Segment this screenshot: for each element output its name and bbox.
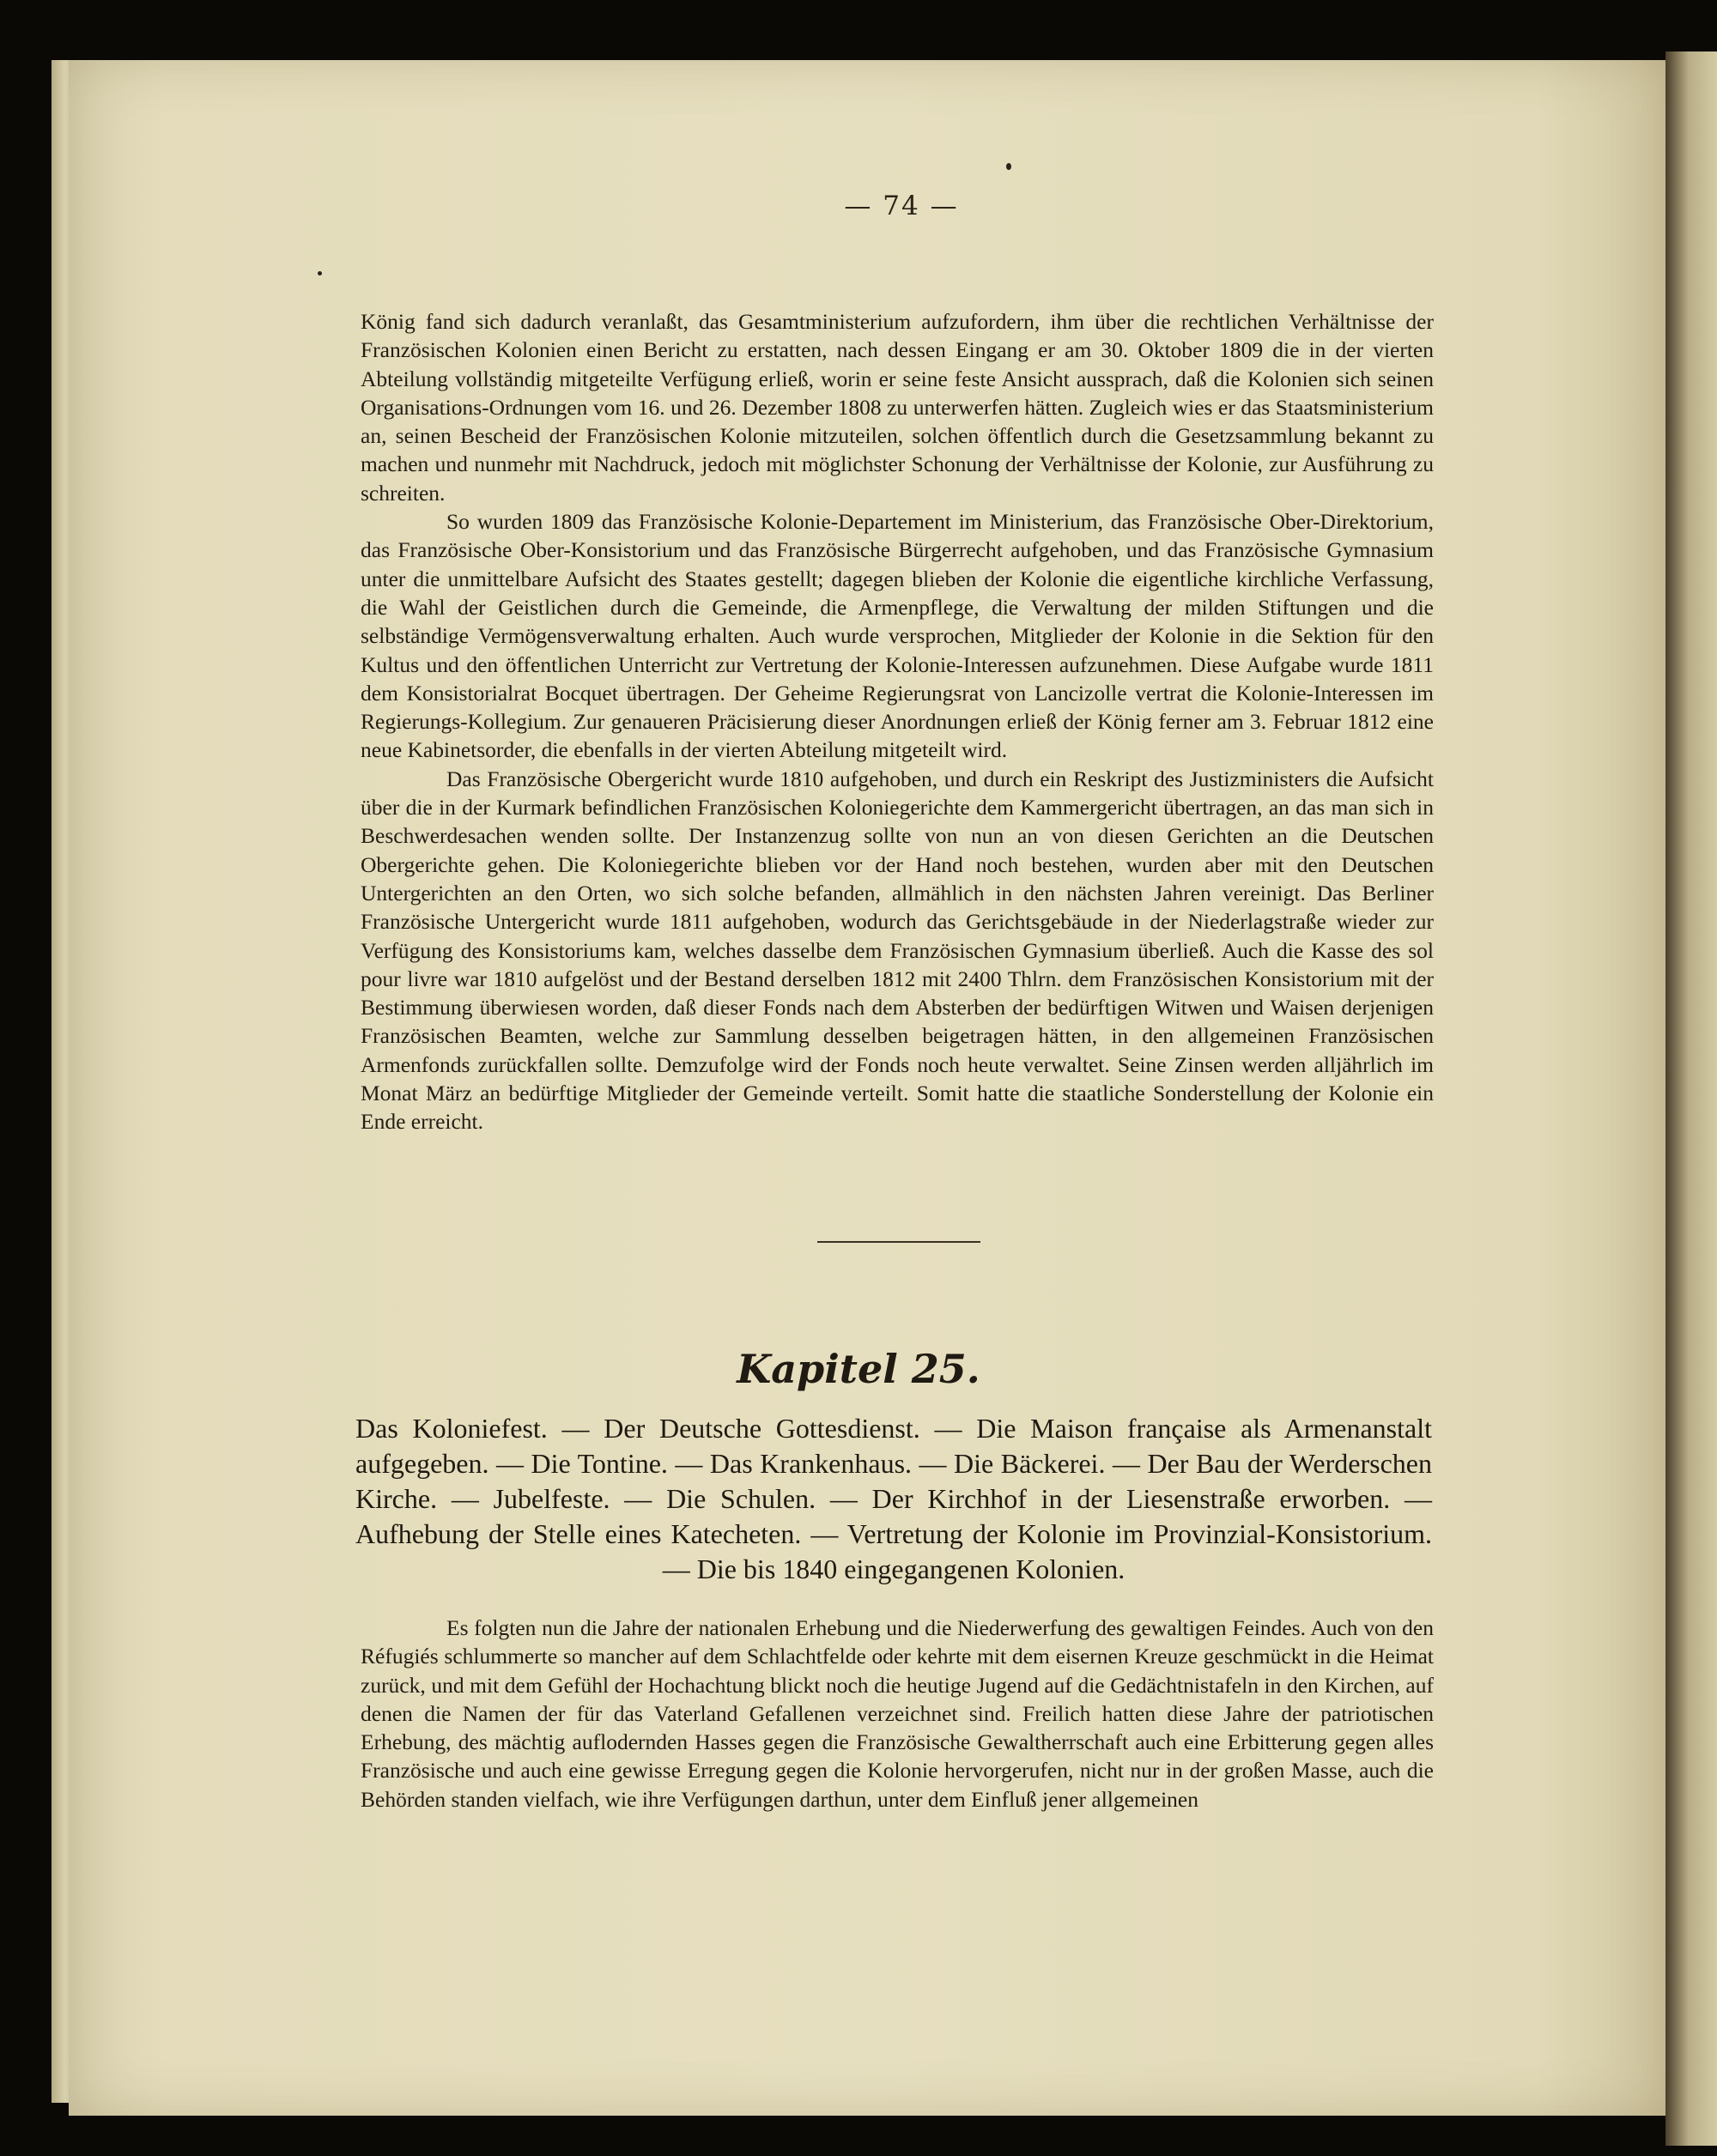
paragraph: König fand sich dadurch veranlaßt, das Gesamtministerium aufzufordern, ihm über die rechtlichen Verhältnisse der Französischen Kolonien einen Bericht zu erstatten, nach dessen Eingang er am 30. Oktober 1809 die in der vierten Abteilung vollständig mitgeteilte Verfügung erließ, worin er seine feste Ansicht aussprach, daß die Kolonien sich seinen Organisations-Ordnungen vom 16. und 26. Dezember 1808 zu unterwerfen hätten. Zugleich wies er das Staatsministerium an, seinen Bescheid der Französischen Kolonie mitzuteilen, solchen öffentlich durch die Gesetzsammlung bekannt zu machen und nunmehr mit Nachdruck, jedoch mit möglichster Schonung der Verhältnisse der Kolonie, zur Ausführung zu schreiten. — [361, 309, 1434, 506]
ink-speck — [318, 271, 322, 276]
section-divider — [817, 1241, 980, 1243]
adjacent-page-edge — [1665, 51, 1717, 2146]
ink-speck — [1006, 163, 1011, 170]
chapter-summary: Das Koloniefest. — Der Deutsche Gottesdienst. — Die Maison française als Armenanstalt aufgegeben. — Die Tontine. — Das Krankenhaus. — Die Bäckerei. — Der Bau der Werderschen Kirche. — Jubelfeste. — Die Schulen. — Der Kirchhof in der Liesenstraße erworben. — Aufhebung der Stelle eines Katecheten. — Vertretung der Kolonie im Provinzial-Konsistorium. — Die bis 1840 eingegangenen Kolonien. — [355, 1413, 1432, 1584]
paragraph: Das Französische Obergericht wurde 1810 aufgehoben, und durch ein Reskript des Justizministers die Aufsicht über die in der Kurmark befindlichen Französischen Koloniegerichte dem Kammergericht übertragen, an das man sich in Beschwerdesachen wenden sollte. Der Instanzenzug sollte von nun an von diesen Gerichten an die Deutschen Obergerichte gehen. Die Koloniegerichte blieben vor der Hand noch bestehen, wurden aber mit den Deutschen Untergerichten an den Orten, wo sich solche befanden, allmählich in den nächsten Jahren vereinigt. Das Berliner Französische Untergericht wurde 1811 aufgehoben, wodurch das Gerichtsgebäude in der Niederlagstraße wieder zur Verfügung des Konsistoriums kam, welches dasselbe dem Französischen Gymnasium überließ. Auch die Kasse des sol pour livre war 1810 aufgelöst und der Bestand derselben 1812 mit 2400 Thlrn. dem Französischen Konsistorium mit der Bestimmung überwiesen worden, daß dieser Fonds nach dem Absterben der bedürftigen Witwen und Waisen derjenigen Französischen Beamten, welche zur Sammlung desselben beigetragen hätten, in den allgemeinen Französischen Armenfonds zurückfallen sollte. Demzufolge wird der Fonds noch heute verwaltet. Seine Zinsen werden alljährlich im Monat März an bedürftige Mitglieder der Gemeinde verteilt. Somit hatte die staatliche Sonderstellung der Kolonie ein Ende erreicht. — [361, 766, 1434, 1135]
text-block-top — [361, 307, 1434, 1136]
chapter-title: Kapitel 25. — [737, 1346, 980, 1392]
text-block-bottom — [361, 1614, 1434, 1814]
page-number: — 74 — — [844, 191, 959, 221]
paragraph: Es folgten nun die Jahre der nationalen Erhebung und die Niederwerfung des gewaltigen Feindes. Auch von den Réfugiés schlummerte so mancher auf dem Schlachtfelde oder kehrte mit dem eisernen Kreuze geschmückt in die Heimat zurück, und mit dem Gefühl der Hochachtung blickt noch die heutige Jugend auf die Gedächtnistafeln in den Kirchen, auf denen die Namen der für das Vaterland Gefallenen verzeichnet sind. Freilich hatten diese Jahre der patriotischen Erhebung, des mächtig auflodernden Hasses gegen die Französische Gewaltherrschaft auch eine Erbitterung gegen alles Französische und auch eine gewisse Erregung gegen die Kolonie hervorgerufen, nicht nur in der großen Masse, auch die Behörden standen vielfach, wie ihre Verfügungen darthun, unter dem Einfluß jener allgemeinen — [361, 1615, 1434, 1812]
paragraph: So wurden 1809 das Französische Kolonie-Departement im Ministerium, das Französische Ober-Direktorium, das Französische Ober-Konsistorium und das Französische Bürgerrecht aufgehoben, und das Französische Gymnasium unter die unmittelbare Aufsicht des Staates gestellt; dagegen blieben der Kolonie die eigentliche kirchliche Verfassung, die Wahl der Geistlichen durch die Gemeinde, die Armenpflege, die Verwaltung der milden Stiftungen und die selbständige Vermögensverwaltung erhalten. Auch wurde versprochen, Mitglieder der Kolonie in die Sektion für den Kultus und den öffentlichen Unterricht zur Vertretung der Kolonie-Interessen aufzunehmen. Diese Aufgabe wurde 1811 dem Konsistorialrat Bocquet übertragen. Der Geheime Regierungsrat von Lancizolle vertrat die Kolonie-Interessen im Regierungs-Kollegium. Zur genaueren Präcisierung dieser Anordnungen erließ der König ferner am 3. Februar 1812 eine neue Kabinetsorder, die ebenfalls in der vierten Abteilung mitgeteilt wird. — [361, 509, 1434, 763]
